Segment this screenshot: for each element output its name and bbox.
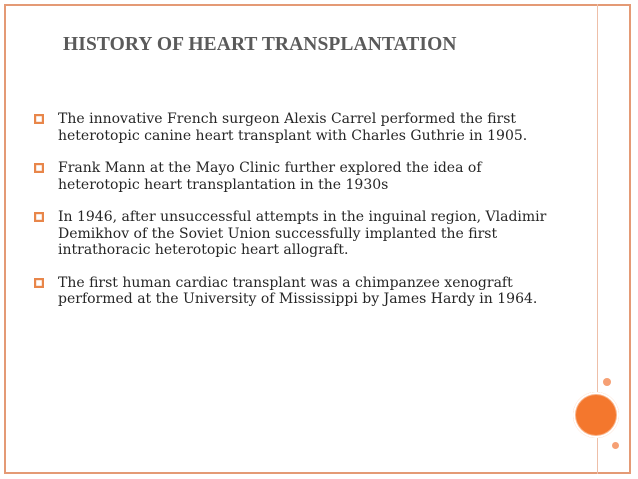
orange-circle-icon <box>573 392 619 438</box>
bullet-text: Frank Mann at the Mayo Clinic further explored the idea of heterotopic heart transplantation in the 1930s <box>58 160 482 193</box>
bullet-item <box>34 275 559 308</box>
bullet-item <box>34 111 559 144</box>
hollow-square-bullet-icon <box>34 278 44 288</box>
hollow-square-bullet-icon <box>34 212 44 222</box>
bullet-text: The innovative French surgeon Alexis Carrel performed the first heterotopic canine heart transplant with Charles Guthrie in 1905. <box>58 111 528 144</box>
bullet-text: The first human cardiac transplant was a chimpanzee xenograft performed at the University of Mississippi by James Hardy in 1964. <box>58 274 538 307</box>
small-circle-icon <box>612 442 619 449</box>
slide-title: HISTORY OF HEART TRANSPLANTATION <box>63 34 457 55</box>
hollow-square-bullet-icon <box>34 114 44 124</box>
bullet-list <box>34 111 559 324</box>
small-circle-icon <box>603 378 611 386</box>
hollow-square-bullet-icon <box>34 163 44 173</box>
bullet-text: In 1946, after unsuccessful attempts in the inguinal region, Vladimir Demikhov of the Soviet Union successfully implanted the first intrathoracic heterotopic heart allograft. <box>58 209 547 258</box>
bullet-item <box>34 209 559 259</box>
bullet-item <box>34 160 559 193</box>
